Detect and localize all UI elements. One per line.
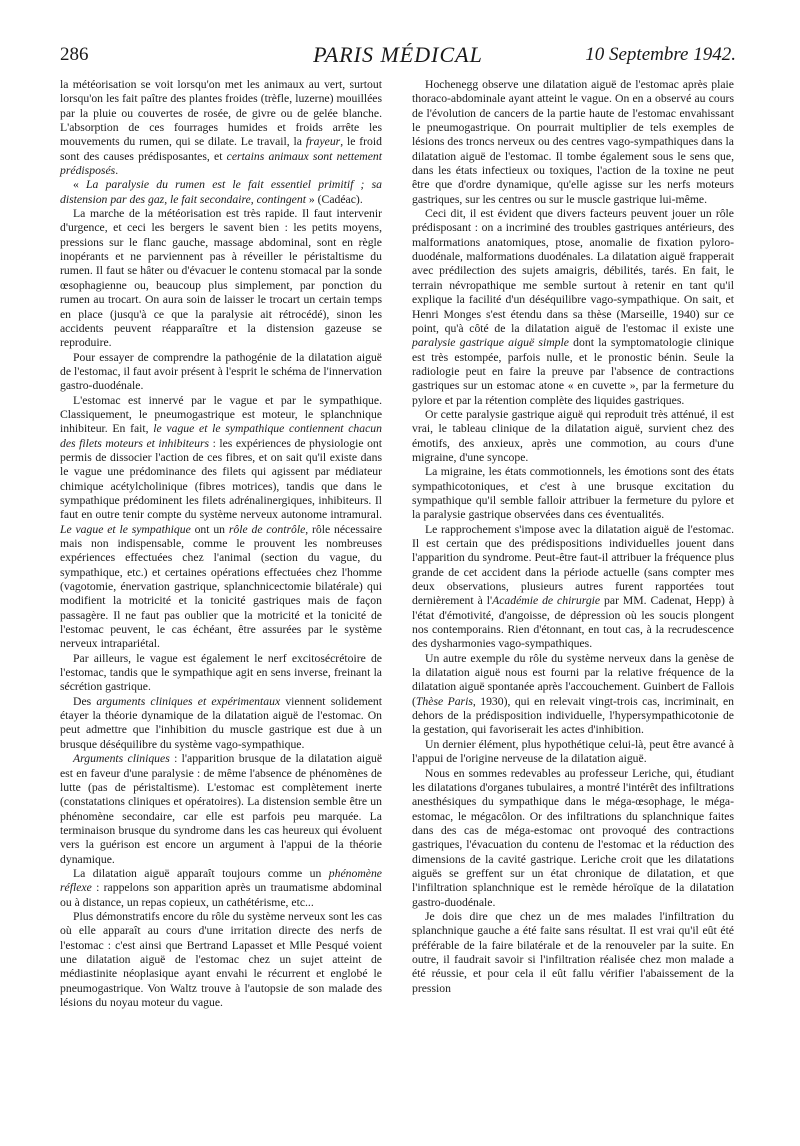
text-run: viennent solidement étayer la théorie dynamique de la dilatation aiguë de l'estomac. On peut admettre que l'inhibition du muscle gastrique est due à un brusque déséquilibre du système vago-sympathique. [60,694,382,751]
text-run: « [73,178,87,192]
text-run: Le rapprochement s'impose avec la dilatation aiguë de l'estomac. Il est certain que des prédispositions individuelles jouent dans l'apparition du syndrome. Peut-être faut-il attribuer la fréquence plus grande de cet accident dans la période actuelle (sans compter mes deux observations, plusieurs autres furent rapportées tout dernièrement à l' [412,522,734,608]
text-run: dont la symptomatologie clinique est très estompée, parfois nulle, et le pronostic bénin. Seule la radiologie peut en faire la preuve par l'absence de contractions gastriques sur un estomac atone « en cuvette », par la fermeture du pylore et par la rétention complète des liquides gastriques. [412,336,734,407]
text-run: La dilatation aiguë apparaît toujours comme un [73,866,329,880]
italic-run: paralysie gastrique aiguë simple [412,336,569,350]
text-run: Un autre exemple du rôle du système nerveux dans la genèse de la dilatation aiguë nous est fourni par la relative fréquence de la dilatation aiguë spontanée après l'accouchement. Guinbert de Fallois ( [412,651,734,708]
text-run: » (Cadéac). [305,192,363,206]
paragraph [60,652,382,695]
text-run: L'estomac est innervé par le vague et par le sympathique. Classiquement, le pneumogastrique est moteur, le splanchnique inhibiteur. En fait, [60,393,382,436]
paragraph [60,207,382,350]
paragraph [60,695,382,752]
paragraph [60,351,382,394]
text-run: Des [73,694,97,708]
italic-run: Arguments cliniques [73,752,170,766]
paragraph [412,408,734,465]
italic-run: Le vague et le sympathique [60,522,191,536]
text-run: , 1930), qui en relevait vingt-trois cas, incriminait, en dehors de la prédisposition individuelle, l'hypersympathicotonie de la gestation, qui favoriserait les actes d'inhibition. [412,694,734,737]
text-run: : l'apparition brusque de la dilatation aiguë est en faveur d'une paralysie : de même l'absence de phénomènes de lutte (pas de péristaltisme). L'estomac est complètement inerte (constatations cliniques et opératoires). La distension semble être un phénomène secondaire, car elle est parfois peu marquée. La terminaison brusque du syndrome dans les cas heureux qui évoluent vers la guérison est encore un argument à l'appui de la théorie dynamique. [60,752,383,866]
paragraph [412,523,734,652]
paragraph [412,207,734,408]
italic-run: rôle de contrôle [228,522,306,536]
text-run: Ceci dit, il est évident que divers facteurs peuvent jouer un rôle prédisposant : on a incriminé des troubles gastriques antérieurs, des malformations anatomiques, ptose, anomalie de fixation pyloro-duodénale, malformations duodénales. La dilatation aiguë frapperait avec prédilection des sujets amaigris, débilités, tarés. En fait, le terrain névropathique me semble surtout à retenir en tant qu'il explique la facilité d'un déséquilibre vago-sympathique. On sait, et Henri Monges s'est étendu dans sa thèse (Marseille, 1940) sur ce point, qu'à côté de la dilatation aiguë de l'estomac il existe une [412,207,734,335]
paragraph [412,738,734,767]
text-run: : les expériences de physiologie ont permis de dissocier l'action de ces fibres, et on sait qu'il existe dans le vague une prédominance des filets qui agissent par médiateur chimique acétylcholinique (fibres motrices), tandis que dans le sympathique prédominent les filets adrénalinergiques, inhibiteurs. Il faut en outre tenir compte du système nerveux autonome intramural. [60,436,382,522]
paragraph [412,465,734,522]
page-number: 286 [60,44,89,65]
text-run: La migraine, les états commotionnels, les émotions sont des états sympathicotoniques, et c'est à une brusque excitation du sympathique qu'il semble falloir attribuer la fermeture du pylore et la paralysie gastrique observées dans ces éventualités. [412,465,734,522]
paragraph [412,78,734,207]
paragraph [60,867,382,910]
paragraph [412,767,734,910]
paragraph [60,78,382,178]
text-run: la météorisation se voit lorsqu'on met les animaux au vert, surtout lorsqu'on les fait paître des plantes froides (trèfle, luzerne) mouillées par la pluie ou couvertes de rosée, de givre ou de gelée blanche. L'absorption de ces fourrages humides et froids arrête les mouvements du rumen, qui se dilate. Le travail, la [60,78,382,149]
text-run: : rappelons son apparition après un traumatisme abdominal ou à distance, un repas copieux, un cathétérisme, etc... [60,881,382,909]
italic-run: frayeur [305,135,341,149]
text-run: Je dois dire que chez un de mes malades l'infiltration du splanchnique gauche a été faite sans résultat. Il est vrai qu'il eût été préférable de la faire bilatérale et de la renouveler par la suite. En outre, il faudrait savoir si l'infiltration réalisée chez mon malade a été réussie, et pour cela il eût fallu vérifier l'abaissement de la pression [412,909,734,995]
italic-run: phénomène réflexe [60,866,382,895]
italic-run: certains animaux sont nettement prédisposés [60,149,382,178]
paragraph [60,394,382,652]
left-column [60,78,382,1010]
italic-run: Académie de chirurgie [492,594,601,608]
right-column [412,78,734,996]
text-run: ont un [190,522,229,536]
text-run: La marche de la météorisation est très rapide. Il faut intervenir d'urgence, et ceci les bergers le savent bien : les petits moyens, pressions sur le flanc gauche, massage abdominal, sont en règle inopérants et ne parviennent pas à réveiller le péristaltisme du rumen. Il faut se hâter ou d'évacuer le contenu stomacal par la sonde œsophagienne ou, beaucoup plus simplement, par ponction du rumen au trocart. On aura soin de laisser le trocart un certain temps en place (jusqu'à ce que la paralysie ait rétrocédé), sinon les accidents peuvent réapparaître et la distension gazeuse se reproduire. [60,207,382,350]
text-run: Nous en sommes redevables au professeur Leriche, qui, étudiant les dilatations d'organes tubulaires, a montré l'intérêt des infiltrations anesthésiques du sympathique dans le méga-œsophage, le méga-estomac, le mégacôlon. Or des infiltrations du splanchnique faites dans des cas de méga-estomac ont provoqué des contractions gastriques, l'évacuation du contenu de l'estomac et la réduction des dimensions de la cavité gastrique. Leriche croit que les dilatations aiguës se greffent sur un état chronique de dilatation, et que l'infiltration splanchnique est le remède héroïque de la dilatation gastro-duodénale. [412,766,734,909]
italic-run: arguments cliniques et expérimentaux [96,694,281,708]
italic-run: La paralysie du rumen est le fait essentiel primitif ; sa distension par des gaz, le fait secondaire, contingent [60,178,382,206]
paragraph [60,910,382,1010]
running-header [60,42,736,72]
text-run: Or cette paralysie gastrique aiguë qui reproduit très atténué, il est vrai, le tableau clinique de la dilatation aiguë, survient chez des émotifs, des anxieux, après une commotion, au cours d'une migraine, d'une syncope. [412,407,734,464]
text-run: , le froid sont des causes prédisposantes, et [60,135,382,163]
text-run: , rôle nécessaire mais non indispensable, comme le prouvent les nombreuses expériences effectuées chez l'animal (section du vague, du sympathique, etc.) et certaines opérations effectuées chez l'homme (vagotomie, énervation gastrique, splanchnicectomie bilatérale) qui modifient la motricité et la tonicité gastriques mais de façon passagère. Il ne faut pas oublier que la motricité et la tonicité de l'estomac peuvent, le cas échéant, être assurées par le système nerveux intrapariétal. [60,522,383,651]
text-run: Par ailleurs, le vague est également le nerf excitosécrétoire de l'estomac, tandis que le sympathique agit en sens inverse, freinant la sécrétion gastrique. [60,651,382,694]
text-run: Pour essayer de comprendre la pathogénie de la dilatation aiguë de l'estomac, il faut avoir présent à l'esprit le schéma de l'innervation gastro-duodénale. [60,350,382,393]
text-run: . [115,164,119,178]
issue-date: 10 Septembre 1942. [585,44,736,65]
paragraph [60,752,382,867]
text-run: Plus démonstratifs encore du rôle du système nerveux sont les cas où elle apparaît au cours d'une irritation directe des nerfs de l'estomac : c'est ainsi que Bertrand Lapasset et Mlle Pesqué voient une dilatation aiguë de l'estomac chez un sujet atteint de médiastinite néoplasique ayant envahi le récurrent et englobé le pneumogastrique. Von Waltz trouve à l'autopsie de son malade des lésions du noyau moteur du vague. [60,909,382,1009]
journal-title: PARIS MÉDICAL [313,42,483,67]
paragraph [412,910,734,996]
paragraph [412,652,734,738]
paragraph [60,178,382,207]
italic-run: le vague et le sympathique contiennent chacun des filets moteurs et inhibiteurs [60,422,382,450]
text-run: Hochenegg observe une dilatation aiguë de l'estomac après plaie thoraco-abdominale ayant atteint le vague. On en a observé au cours de l'évolution de cancers de la partie haute de l'estomac envahissant le pneumogastrique. On pourrait multiplier de tels exemples de lésions des troncs nerveux ou des centres vago-sympathiques dans la dilatation aiguë de l'estomac. Il tombe également sous le sens que, dans les états infectieux ou toxiques, l'action de la toxine ne peut être que d'ordre dynamique, qu'elle agisse sur les nerfs moteurs gastriques, sur les centres ou sur le muscle gastrique lui-même. [412,78,734,206]
text-run: par MM. Cadenat, Hepp) à l'état d'émotivité, d'angoisse, de dépression où les soucis plongent nos contemporains. Rien d'étonnant, en tout cas, à la recrudescence des dysharmonies vago-sympathiques. [412,594,735,651]
italic-run: Thèse Paris [415,694,473,708]
text-run: Un dernier élément, plus hypothétique celui-là, peut être avancé à l'appui de l'origine nerveuse de la dilatation aiguë. [412,737,734,766]
